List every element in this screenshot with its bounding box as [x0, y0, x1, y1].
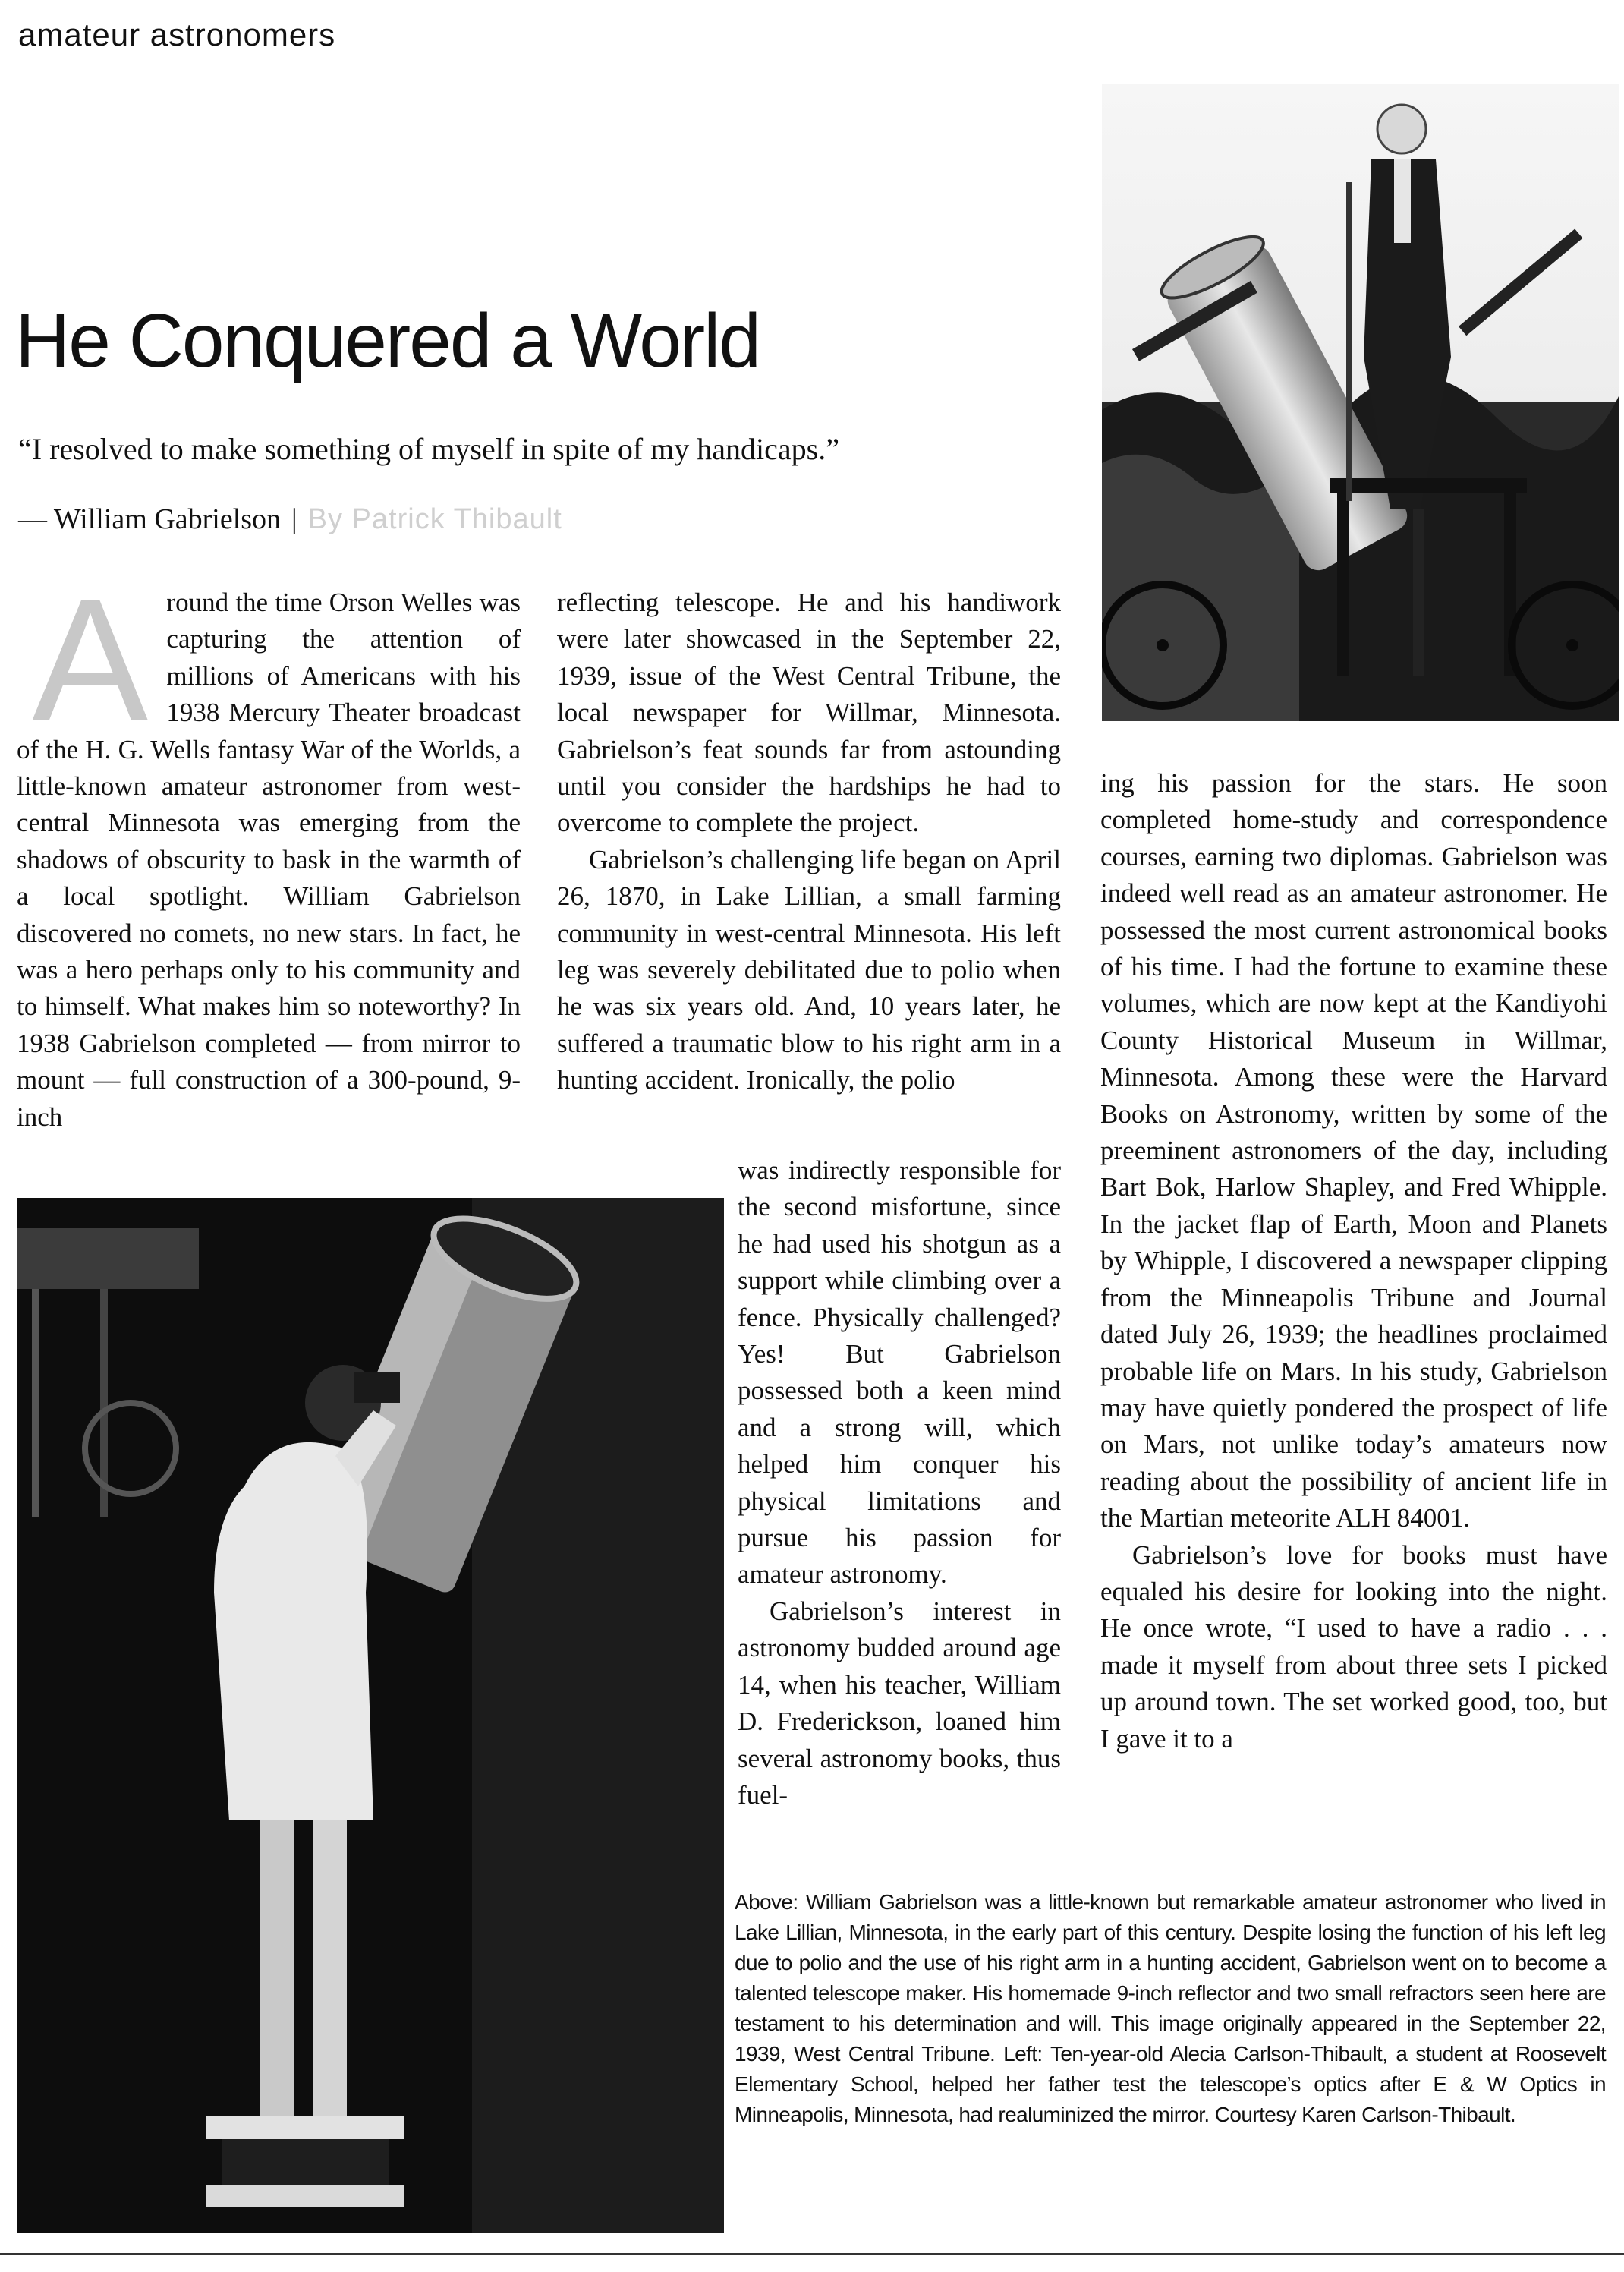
byline-separator: | — [291, 503, 297, 535]
photo-gabrielson-telescopes — [1102, 84, 1619, 721]
paragraph: was indirectly responsible for the second misfortune, since he had used his shotgun as a support while climbing over a fence. Physically challenged? Yes! But Gabrielson possessed both a keen mind and a strong will, which helped him conquer his physical limitations and pursue his passion for amateur astronomy. — [738, 1155, 1061, 1590]
photo-caption: Above: William Gabrielson was a little-known but remarkable amateur astronomer who lived in Lake Lillian, Minnesota, in the early part of this century. Despite losing the function of his left leg due to polio and the use of his right arm in a hunting accident, Gabrielson went on to become a talented telescope maker. His homemade 9-inch reflector and two small refractors seen here are testament to his determination and will. This image originally appeared in the September 22, 1939, West Central Tribune. Left: Ten-year-old Alecia Carlson-Thibault, a student at Roosevelt Elementary School, helped her father test the telescope’s optics after E & W Optics in Minneapolis, Minnesota, had realuminized the mirror. Courtesy Karen Carlson-Thibault. — [735, 1890, 1606, 2126]
deck-quote: “I resolved to make something of myself in spite of my handicaps.” — [18, 432, 839, 466]
byline — [18, 503, 562, 536]
article-column-2-continued — [738, 1152, 1061, 1858]
article-column-3 — [1100, 765, 1607, 1858]
drop-cap: A — [32, 562, 149, 758]
quote-attribution: — William Gabrielson — [18, 503, 282, 535]
paragraph: Gabrielson’s interest in astronomy budded around age 14, when his teacher, William D. Frederickson, loaned him several astronomy books, thus fuel- — [738, 1596, 1061, 1810]
article-column-1 — [17, 562, 521, 1154]
photo-gabrielson-illustration — [1102, 84, 1619, 721]
paragraph: ing his passion for the stars. He soon completed home-study and correspondence courses, earning two diplomas. Gabrielson was indeed well read as an amateur astronomer. He possessed the most current astronomical books of his time. I had the fortune to examine these volumes, which are now kept at the Kandiyohi County Historical Museum in Willmar, Minnesota. Among these were the Harvard Books on Astronomy, written by some of the preeminent astronomers of the day, including Bart Bok, Harlow Shapley, and Fred Whipple. In the jacket flap of Earth, Moon and Planets by Whipple, I discovered a newspaper clipping from the Minneapolis Tribune and Journal dated July 26, 1939; the headlines proclaimed probable life on Mars. In his study, Gabrielson may have quietly pondered the prospect of life on Mars, not unlike today’s amateurs now reading about the possibility of ancient life in the Martian meteorite ALH 84001. — [1100, 768, 1607, 1533]
article-column-2 — [557, 585, 1061, 1154]
paragraph: Gabrielson’s love for books must have equaled his desire for looking into the night. He once wrote, “I used to have a radio . . . made it myself from about three sets I picked up around town. The set worked good, too, but I gave it to a — [1100, 1539, 1607, 1754]
headline: He Conquered a World — [15, 298, 760, 383]
paragraph: Gabrielson’s challenging life began on April 26, 1870, in Lake Lillian, a small farming community in west-central Minnesota. His left leg was severely debilitated due to polio when he was six years old. And, 10 years later, he suffered a traumatic blow to his right arm in a hunting accident. Ironically, the polio — [557, 844, 1061, 1095]
section-label: amateur astronomers — [18, 17, 336, 52]
bottom-rule — [0, 2253, 1624, 2255]
photo-girl-illustration — [17, 1198, 724, 2233]
paragraph: reflecting telescope. He and his handiwork were later showcased in the September 22, 1939, issue of the West Central Tribune, the local newspaper for Willmar, Minnesota. Gabrielson’s feat sounds far from astounding until you consider the hardships he had to overcome to complete the project. — [557, 588, 1061, 838]
author-credit: By Patrick Thibault — [307, 503, 562, 535]
paragraph: round the time Orson Welles was capturing the attention of millions of Americans with his 1938 Mercury Theater broadcast of the H. G. Wells fantasy War of the Worlds, a little-known amateur astronomer from west-central Minnesota was emerging from the shadows of obscurity to bask in the warmth of a local spotlight. William Gabrielson discovered no comets, no new stars. In fact, he was a hero perhaps only to his community and to himself. What makes him so noteworthy? In 1938 Gabrielson completed — from mirror to mount — full construction of a 300-pound, 9-inch — [17, 588, 521, 1132]
photo-girl-at-telescope — [17, 1198, 724, 2233]
